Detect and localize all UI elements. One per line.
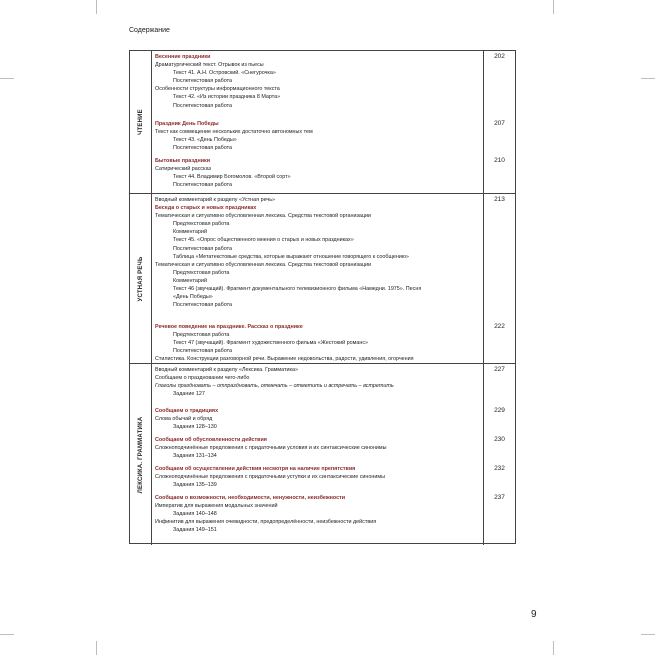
toc-line: Послетекстовая работа [173, 182, 233, 189]
toc-line: Задания 140–148 [173, 511, 217, 518]
toc-line: Слова обычай и обряд [155, 416, 213, 423]
toc-entry-group [155, 157, 482, 189]
toc-page-number: 227 [494, 366, 505, 373]
toc-line: Комментарий [173, 277, 207, 284]
toc-line: Особенности структуры информационного текста [155, 86, 280, 93]
toc-line: Задания 128–130 [173, 424, 217, 431]
crop-mark [553, 641, 554, 655]
crop-mark [641, 634, 655, 635]
crop-mark [641, 78, 655, 79]
toc-page-number: 230 [494, 436, 505, 443]
toc-line: Задания 131–134 [173, 453, 217, 460]
toc-page-number: 202 [494, 53, 505, 60]
section-side-column [130, 364, 152, 545]
page-number-column [483, 194, 515, 363]
toc-page-number: 237 [494, 494, 505, 501]
page-number-column [483, 364, 515, 545]
toc-line: Императив для выражения модальных значений [155, 503, 278, 510]
toc-line: Послетекстовая работа [173, 302, 233, 309]
toc-entry-group [155, 465, 482, 489]
toc-line: Комментарий [173, 229, 207, 236]
toc-heading: Бытовые праздники [155, 158, 211, 164]
toc-page-number: 207 [494, 120, 505, 127]
toc-line: Предтекстовая работа [173, 332, 230, 339]
toc-line: Текст 42. «Из истории праздника 8 Марта» [173, 94, 281, 101]
toc-entry-group [155, 53, 482, 110]
toc-line: Инфинитив для выражения очевидности, предопределённости, неизбежности действия [155, 519, 377, 526]
toc-line: Таблица «Метатекстовые средства, которые выражают отношение говорящего к сообщению» [173, 253, 409, 260]
toc-line: Текст 46 (звучащий). Фрагмент документального телевизионного фильма «Намедни. 1975». Песня [173, 286, 422, 293]
toc-entry-group [155, 323, 482, 363]
toc-entry-group [155, 120, 482, 152]
crop-mark [96, 0, 97, 14]
toc-line: Послетекстовая работа [173, 348, 233, 355]
section-label: ЛЕКСИКА. ГРАММАТИКА [137, 416, 144, 493]
toc-line: Сатирический рассказ [155, 166, 211, 173]
toc-line: «День Победы» [173, 294, 213, 301]
toc-entry-group [155, 366, 482, 398]
running-head: Содержание [129, 27, 170, 34]
crop-mark [0, 634, 14, 635]
toc-line: Сообщаем о праздновании чего-либо [155, 375, 250, 382]
toc-entry-group [155, 196, 482, 309]
toc-entry-group [155, 407, 482, 431]
toc-entry-group [155, 436, 482, 460]
crop-mark [553, 0, 554, 14]
toc-page-number: 210 [494, 157, 505, 164]
toc-section [130, 51, 515, 193]
toc-section [130, 193, 515, 363]
toc-page-number: 232 [494, 465, 505, 472]
toc-heading: Сообщаем о традициях [155, 408, 219, 414]
toc-line: Глаголы праздновать – отпраздновать, отмечать – отметить и встречать – встретить [155, 383, 394, 390]
crop-mark [0, 78, 14, 79]
toc-line: Послетекстовая работа [173, 145, 233, 152]
toc-line: Текст 45. «Опрос общественного мнения о старых и новых праздниках» [173, 237, 354, 244]
toc-heading: Речевое поведение на празднике. Рассказ о празднике [155, 324, 303, 330]
toc-heading: Сообщаем об обусловленности действия [155, 437, 267, 443]
toc-line: Текст 43. «День Победы» [173, 137, 237, 144]
toc-page-number: 213 [494, 196, 505, 203]
toc-line: Стилистика. Конструкции разговорной речи. Выражение недовольства, радости, удивления, огорчения [155, 356, 414, 363]
toc-heading: Беседа о старых и новых праздниках [155, 205, 257, 212]
toc-line: Текст 41. А.Н. Островский. «Снегурочка» [173, 70, 276, 77]
crop-mark [96, 641, 97, 655]
toc-line: Вводный комментарий к разделу «Лексика. Грамматика» [155, 367, 298, 373]
toc-heading: Сообщаем о возможности, необходимости, ненужности, неизбежности [155, 495, 346, 501]
toc-line: Текст 44. Владимир Богомолов. «Второй сорт» [173, 174, 291, 181]
toc-line: Предтекстовая работа [173, 269, 230, 276]
toc-line: Драматургический текст. Отрывок из пьесы [155, 62, 264, 69]
toc-line: Задания 149–151 [173, 527, 217, 534]
toc-line: Тематическая и ситуативно обусловленная лексика. Средства текстовой организации [155, 261, 372, 268]
section-label: ЧТЕНИЕ [137, 109, 144, 135]
section-side-column [130, 51, 152, 193]
page-number: 9 [531, 609, 537, 620]
toc-line: Задания 135–139 [173, 482, 217, 489]
toc-line: Вводный комментарий к разделу «Устная речь» [155, 197, 276, 203]
toc-line: Тематическая и ситуативно обусловленная лексика. Средства текстовой организации [155, 213, 372, 220]
toc-line: Предтекстовая работа [173, 221, 230, 228]
toc-line: Послетекстовая работа [173, 102, 233, 109]
toc-page-number: 229 [494, 407, 505, 414]
toc-page-number: 222 [494, 323, 505, 330]
contents-table [129, 50, 516, 544]
section-label: УСТНАЯ РЕЧЬ [137, 256, 144, 301]
toc-heading: Весенние праздники [155, 54, 211, 60]
section-side-column [130, 194, 152, 363]
toc-line: Текст как совмещение нескольких достаточно автономных тем [155, 129, 313, 136]
toc-line: Сложноподчинённые предложения с придаточными условия и их синтаксические синонимы [155, 445, 387, 452]
toc-section [130, 363, 515, 545]
toc-line: Послетекстовая работа [173, 245, 233, 252]
toc-line: Текст 47 (звучащий). Фрагмент художественного фильма «Жестокий романс» [173, 340, 369, 347]
toc-entry-group [155, 494, 482, 534]
toc-line: Задание 127 [173, 391, 205, 398]
toc-heading: Сообщаем об осуществлении действия несмотря на наличие препятствия [155, 466, 356, 472]
toc-heading: Праздник День Победы [155, 121, 219, 127]
toc-line: Послетекстовая работа [173, 78, 233, 85]
toc-line: Сложноподчинённые предложения с придаточными уступки и их синтаксические синонимы [155, 474, 385, 481]
